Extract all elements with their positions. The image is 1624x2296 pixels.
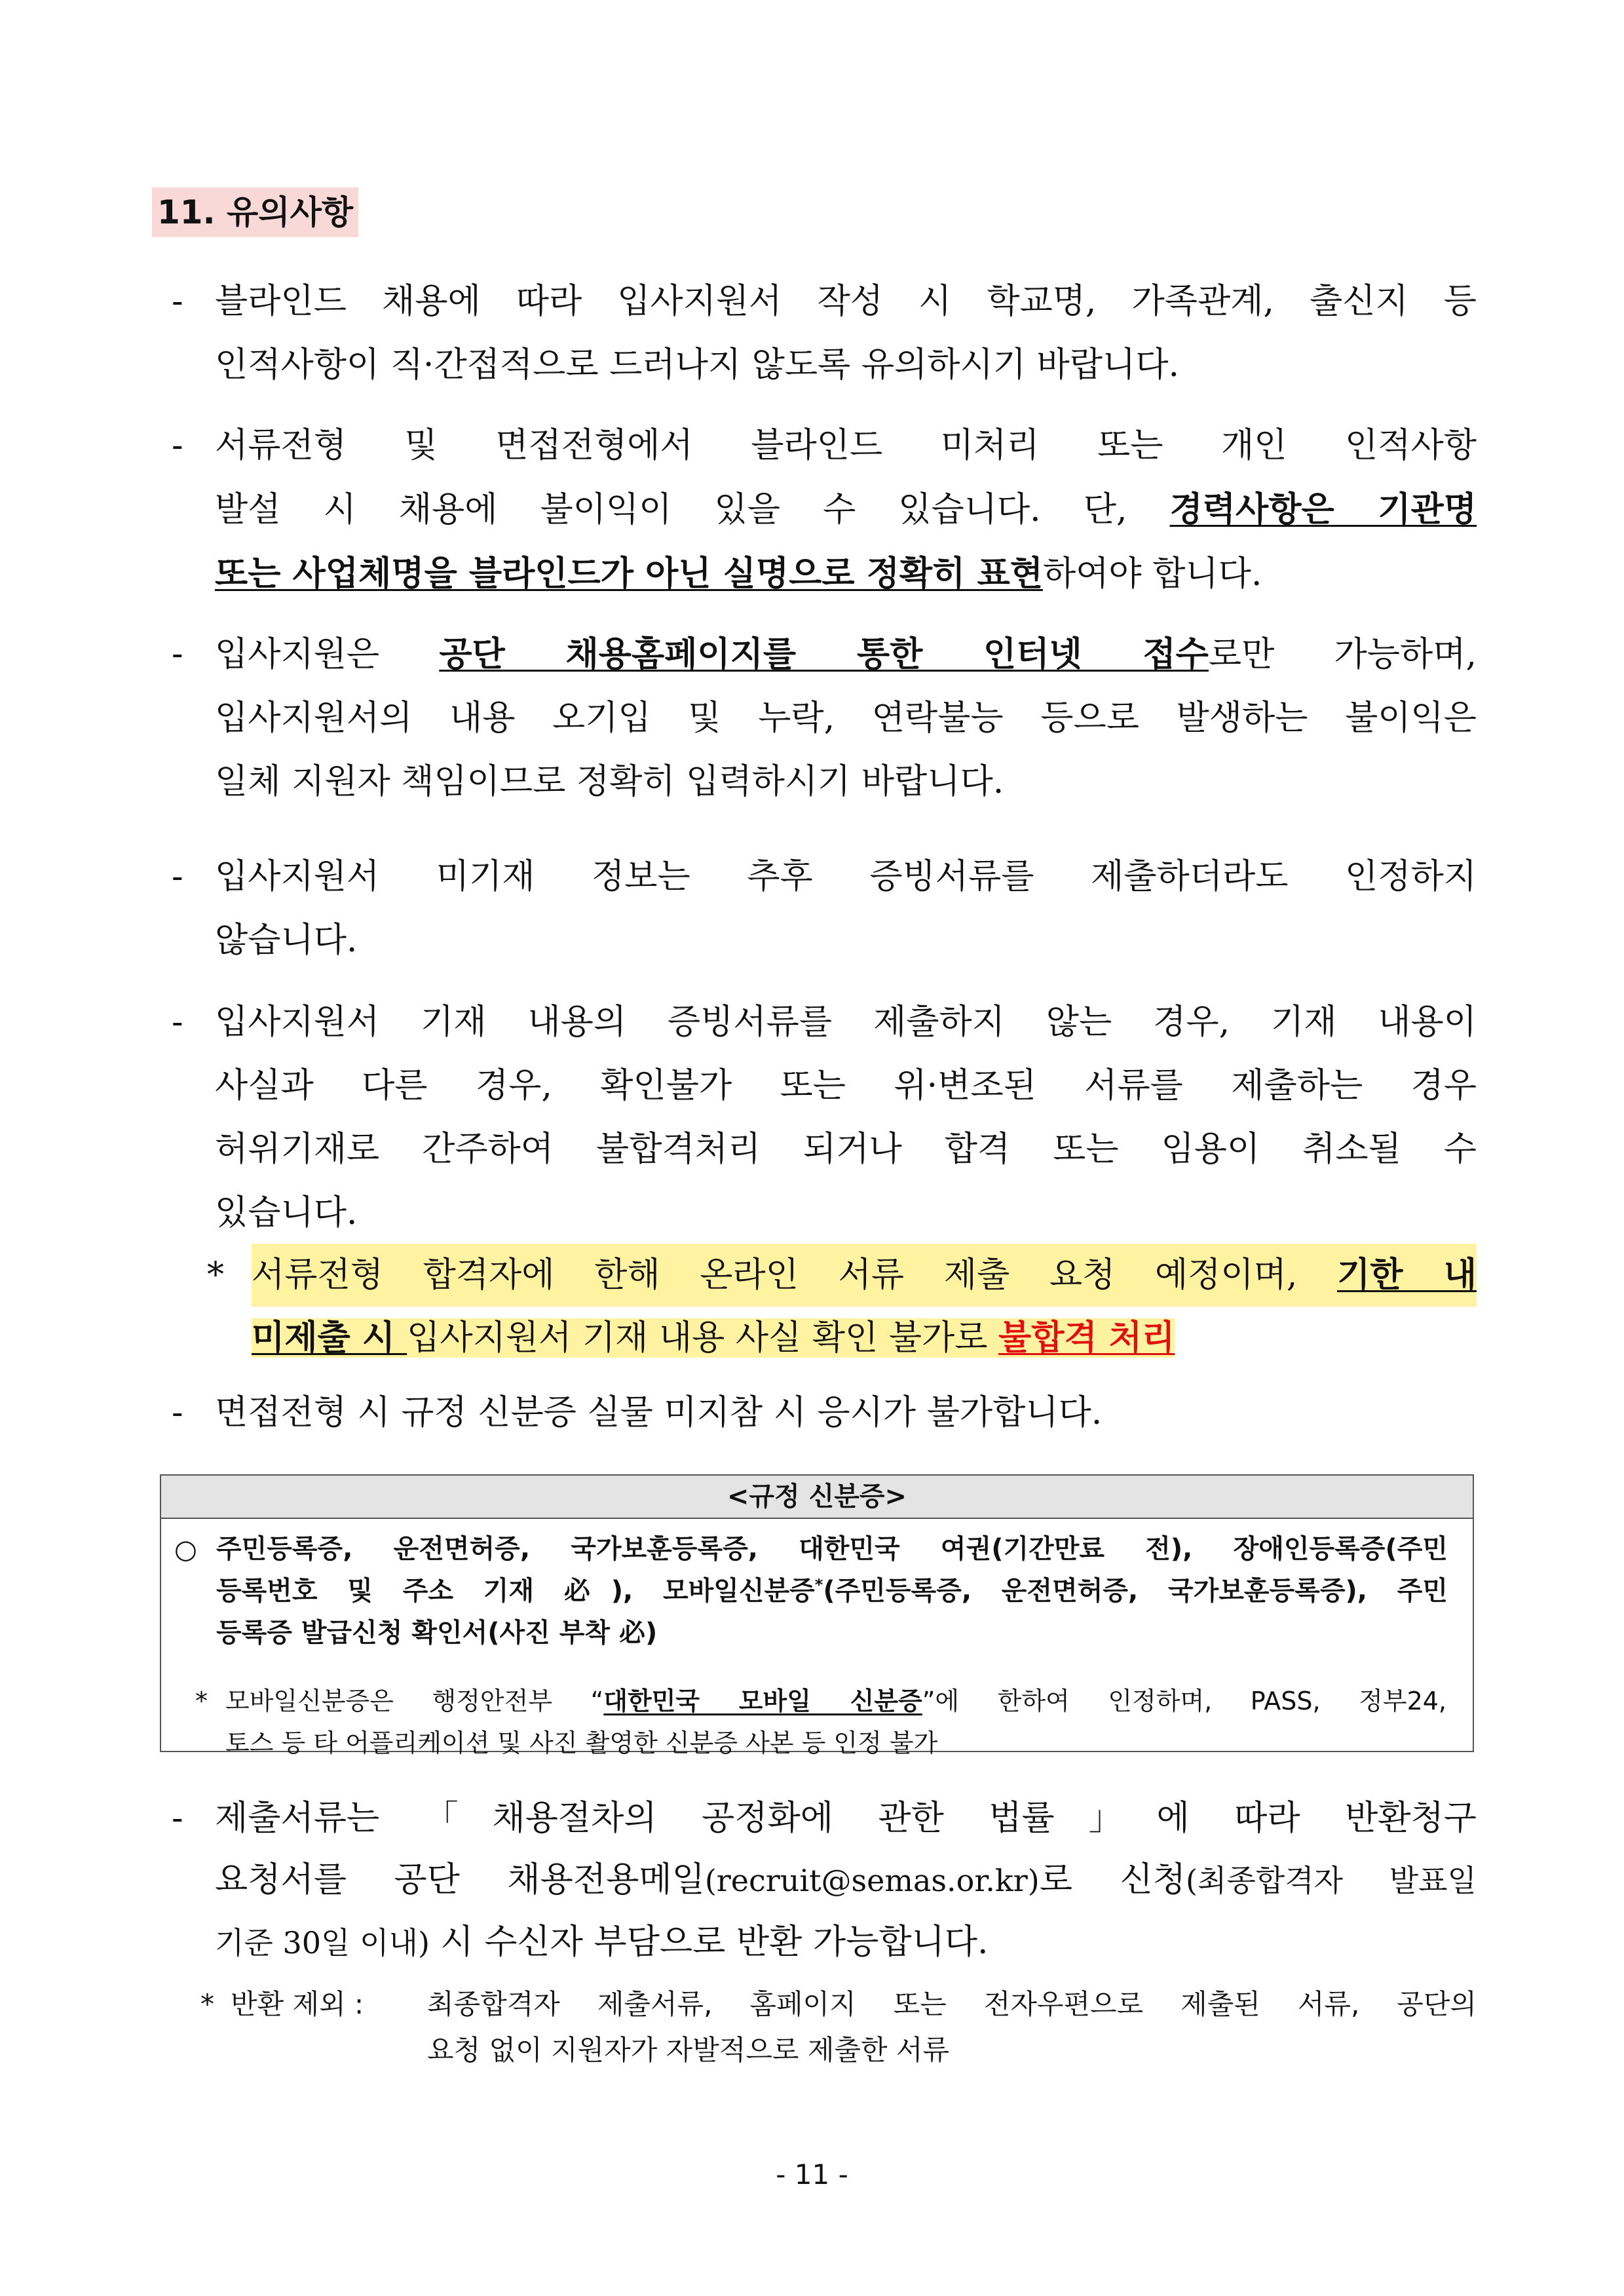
list-dash: - — [172, 857, 183, 896]
note-text: 최종합격자 제출서류, 홈페이지 또는 전자우편으로 제출된 서류, 공단의 — [427, 1988, 1477, 2020]
notice-item-screening — [172, 414, 1477, 611]
footnote-mark: * — [814, 1575, 823, 1594]
note-text: 서류전형 합격자에 한해 온라인 서류 제출 요청 예정이며, — [252, 1255, 1338, 1295]
notice-text: 요청서를 공단 채용전용메일 — [215, 1860, 705, 1900]
notice-text: (최종합격자 발표일 — [1185, 1863, 1477, 1898]
note-asterisk: * — [195, 1687, 208, 1715]
notice-item-interview — [172, 1381, 1477, 1447]
id-list-text: 등록증 발급신청 확인서(사진 부착 必) — [216, 1618, 658, 1648]
notice-item-blind — [172, 270, 1477, 401]
notice-text: 허위기재로 간주하여 불합격처리 되거나 합격 또는 임용이 취소될 수 — [215, 1130, 1477, 1169]
list-dash: - — [172, 634, 183, 674]
notice-text: 하여야 합니다. — [1042, 554, 1262, 594]
id-list-line — [216, 1570, 1448, 1612]
notice-text: 인적사항이 직·간접적으로 드러나지 않도록 유의하시기 바랍니다. — [215, 345, 1179, 385]
emphasis-text: 경력사항은 기관명 — [1169, 489, 1477, 529]
fail-warning-text: 불합격 처리 — [998, 1318, 1175, 1358]
notice-text-line — [215, 1849, 1477, 1911]
notice-text: 블라인드 채용에 따라 입사지원서 작성 시 학교명, 가족관계, 출신지 등 — [215, 282, 1477, 321]
notice-text: 있습니다. — [215, 1193, 358, 1233]
note-text: 입사지원서 기재 내용 사실 확인 불가로 — [407, 1318, 999, 1358]
note-asterisk: * — [200, 1988, 214, 2020]
list-dash: - — [172, 1799, 183, 1838]
notice-text: 제출서류는 「채용절차의 공정화에 관한 법률」에 따라 반환청구 — [215, 1799, 1477, 1838]
recruit-email: (recruit@semas.or.kr) — [704, 1863, 1040, 1898]
notice-item-apply — [172, 622, 1477, 819]
id-list-text: 주민등록증, 운전면허증, 국가보훈등록증, 대한민국 여권(기간만료 전), 장애인등록증(주민 — [216, 1534, 1448, 1564]
list-dash: - — [172, 1003, 183, 1042]
note-text-line — [252, 1244, 1477, 1307]
note-text: 토스 등 타 어플리케이션 및 사진 촬영한 신분증 사본 등 인정 불가 — [225, 1729, 938, 1757]
notice-text: 시 수신자 부담으로 반환 가능합니다. — [429, 1923, 989, 1962]
notice-text: 입사지원서의 내용 오기입 및 누락, 연락불능 등으로 발생하는 불이익은 — [215, 698, 1477, 738]
notice-text: 면접전형 시 규정 신분증 실물 미지참 시 응시가 불가합니다. — [215, 1393, 1103, 1432]
notice-text: 서류전형 및 면접전형에서 블라인드 미처리 또는 개인 인적사항 — [215, 426, 1477, 465]
list-dash: - — [172, 426, 183, 465]
notice-text: 않습니다. — [215, 921, 358, 960]
notice-text: 기준 30일 이내) — [215, 1925, 430, 1961]
notice-text: 입사지원은 — [215, 635, 440, 674]
notice-text-line — [215, 622, 1477, 687]
note-label: 반환 제외 : — [231, 1988, 364, 2020]
page-number: - 11 - — [776, 2158, 848, 2191]
mobile-id-note-line — [225, 1680, 1446, 1722]
emphasis-text: 기한 내 — [1337, 1255, 1477, 1295]
notice-item-return — [172, 1788, 1477, 1984]
notice-text-line — [215, 542, 1477, 606]
notice-item-evidence — [172, 991, 1477, 1246]
return-exclusion-note — [200, 1981, 1477, 2080]
note-text-line — [252, 1307, 1477, 1369]
bullet-circle: ○ — [174, 1535, 197, 1565]
notice-text: 로 신청 — [1039, 1860, 1186, 1900]
emphasis-text: 대한민국 모바일 신분증 — [603, 1687, 922, 1715]
notice-text: 일체 지원자 책임이므로 정확히 입력하시기 바랍니다. — [215, 762, 1004, 801]
list-dash: - — [172, 282, 183, 321]
notice-text: 발설 시 채용에 불이익이 있을 수 있습니다. 단, — [215, 490, 1170, 529]
id-list-text: (주민등록증, 운전면허증, 국가보훈등록증), 주민 — [823, 1576, 1448, 1606]
note-text: 요청 없이 지원자가 자발적으로 제출한 서류 — [427, 2034, 950, 2066]
section-title: 11. 유의사항 — [152, 187, 358, 237]
evidence-note — [207, 1244, 1477, 1375]
id-list-text: 등록번호 및 주소 기재 必), 모바일신분증 — [216, 1576, 815, 1606]
notice-text-line — [215, 478, 1477, 542]
notice-text: 입사지원서 기재 내용의 증빙서류를 제출하지 않는 경우, 기재 내용이 — [215, 1003, 1477, 1042]
id-box-header: <규정 신분증> — [161, 1476, 1473, 1519]
notice-text: 로만 가능하며, — [1208, 635, 1477, 674]
notice-item-missing — [172, 845, 1477, 976]
notice-text: 입사지원서 미기재 정보는 추후 증빙서류를 제출하더라도 인정하지 — [215, 857, 1477, 896]
note-text: 모바일신분증은 행정안전부 “ — [225, 1687, 604, 1715]
id-requirements-box — [160, 1474, 1474, 1757]
emphasis-text: 또는 사업체명을 블라인드가 아닌 실명으로 정확히 표현 — [215, 554, 1043, 594]
id-list — [216, 1528, 1448, 1654]
emphasis-text: 공단 채용홈페이지를 통한 인터넷 접수 — [439, 634, 1209, 674]
emphasis-text: 미제출 시 — [252, 1318, 407, 1358]
notice-text-line — [215, 1911, 1477, 1974]
notice-text: 사실과 다른 경우, 확인불가 또는 위·변조된 서류를 제출하는 경우 — [215, 1066, 1477, 1105]
note-text: ”에 한하여 인정하며, PASS, 정부24, — [922, 1687, 1446, 1715]
note-asterisk: * — [207, 1255, 224, 1295]
list-dash: - — [172, 1393, 183, 1432]
